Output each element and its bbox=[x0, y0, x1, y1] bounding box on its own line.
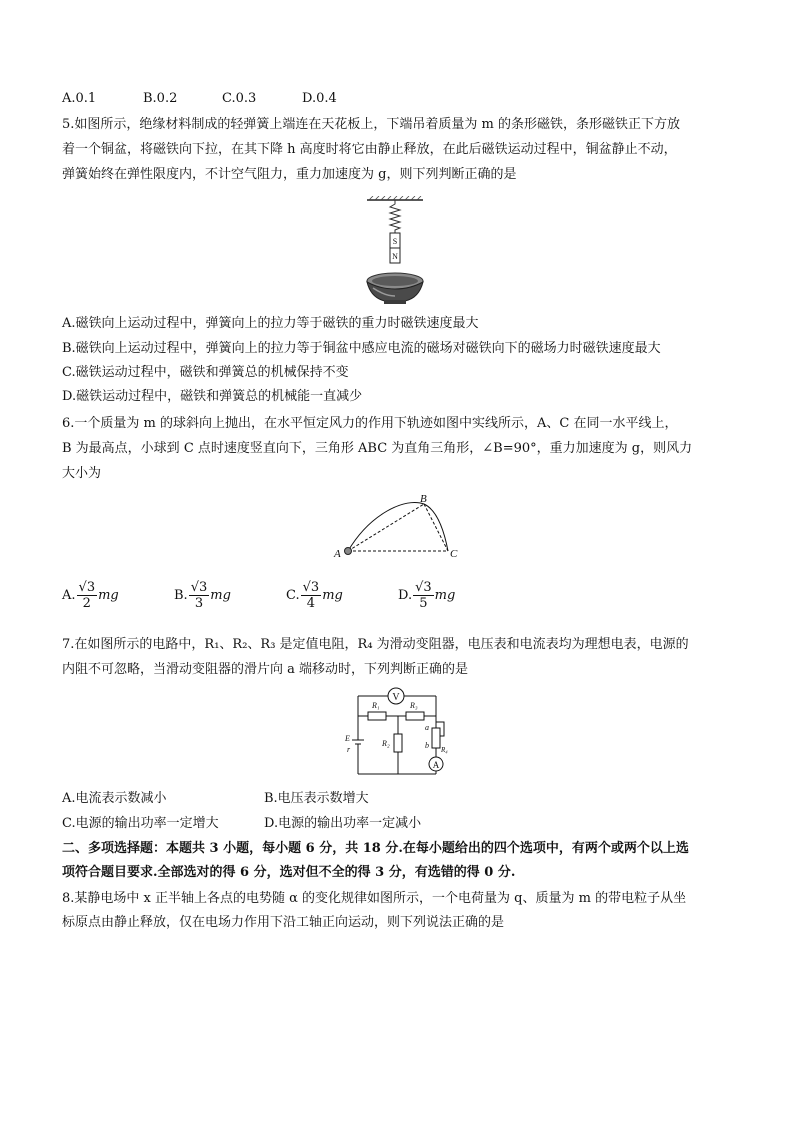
q6-stem-line-1: 6.一个质量为 m 的球斜向上抛出，在水平恒定风力的作用下轨迹如图中实线所示，A、C 在同一水平线上， bbox=[62, 416, 678, 431]
section2-heading-line-1: 二、多项选择题：本题共 3 小题，每小题 6 分，共 18 分.在每小题给出的四个选项中，有两个或两个以上选 bbox=[62, 841, 689, 856]
q6-stem-line-3: 大小为 bbox=[62, 466, 102, 481]
q5-stem-line-2: 着一个铜盆，将磁铁向下拉，在其下降 h 高度时将它由静止释放，在此后磁铁运动过程中，铜盆静止不动， bbox=[62, 142, 677, 157]
q5-stem-line-1: 5.如图所示，绝缘材料制成的轻弹簧上端连在天花板上，下端吊着质量为 m 的条形磁铁，条形磁铁正下方放 bbox=[62, 117, 680, 132]
r3-label: R₃ bbox=[410, 701, 418, 710]
q6-option-a-num: √3 bbox=[78, 580, 96, 595]
q7-stem-line-2: 内阻不可忽略，当滑动变阻器的滑片向 a 端移动时，下列判断正确的是 bbox=[62, 662, 469, 677]
resistor-r3 bbox=[406, 712, 424, 720]
resistor-r1 bbox=[368, 712, 386, 720]
r2-label: R₂ bbox=[382, 739, 390, 748]
emf-label: E bbox=[345, 734, 350, 743]
q7-option-b: B.电压表示数增大 bbox=[264, 791, 369, 806]
r1-label: R₁ bbox=[372, 701, 380, 710]
magnet-s-label: S bbox=[392, 237, 398, 246]
q6-option-b: B. $\frac{√3}{3}$ mg bbox=[174, 580, 231, 611]
point-a-label: A bbox=[334, 548, 341, 560]
q6-figure-trajectory bbox=[330, 492, 470, 562]
q5-option-b: B.磁铁向上运动过程中，弹簧向上的拉力等于铜盆中感应电流的磁场对磁铁向下的磁场力时磁铁速度最大 bbox=[62, 341, 661, 356]
resistor-r2 bbox=[394, 734, 402, 752]
q8-stem-line-1: 8.某静电场中 x 正半轴上各点的电势随 α 的变化规律如图所示，一个电荷量为 q、质量为 m 的带电粒子从坐 bbox=[62, 891, 687, 906]
voltmeter-label: V bbox=[392, 692, 400, 703]
terminal-a-label: a bbox=[425, 723, 429, 732]
q7-figure-circuit bbox=[340, 686, 452, 780]
section2-heading-line-2: 项符合题目要求.全部选对的得 6 分，选对但不全的得 3 分，有选错的得 0 分. bbox=[62, 865, 516, 880]
q7-option-a: A.电流表示数减小 bbox=[62, 791, 167, 806]
q4-option-d: D.0.4 bbox=[302, 91, 337, 106]
q5-figure-spring-magnet-bowl bbox=[340, 196, 450, 310]
q7-option-c: C.电源的输出功率一定增大 bbox=[62, 816, 219, 831]
terminal-b-label: b bbox=[425, 741, 429, 750]
q7-option-d: D.电源的输出功率一定减小 bbox=[264, 816, 422, 831]
q6-stem-line-2: B 为最高点，小球到 C 点时速度竖直向下，三角形 ABC 为直角三角形，∠B=90°，重力加速度为 g，则风力 bbox=[62, 441, 693, 456]
q5-stem-line-3: 弹簧始终在弹性限度内，不计空气阻力，重力加速度为 g，则下列判断正确的是 bbox=[62, 167, 517, 182]
q4-option-a: A.0.1 bbox=[62, 91, 97, 106]
q5-option-d: D.磁铁运动过程中，磁铁和弹簧总的机械能一直减少 bbox=[62, 389, 363, 404]
spring bbox=[390, 200, 400, 233]
q5-option-c: C.磁铁运动过程中，磁铁和弹簧总的机械保持不变 bbox=[62, 365, 349, 380]
q5-option-a: A.磁铁向上运动过程中，弹簧向上的拉力等于磁铁的重力时磁铁速度最大 bbox=[62, 316, 479, 331]
resistor-r4 bbox=[432, 728, 440, 748]
q6-option-c: C. $\frac{√3}{4}$ mg bbox=[286, 580, 343, 611]
internal-r-label: r bbox=[347, 745, 351, 754]
copper-bowl bbox=[367, 273, 423, 304]
magnet-n-label: N bbox=[392, 252, 398, 261]
point-b-label: B bbox=[420, 493, 427, 505]
q8-stem-line-2: 标原点由静止释放，仅在电场力作用下沿工轴正向运动，则下列说法正确的是 bbox=[62, 915, 505, 930]
trajectory-curve bbox=[348, 502, 448, 551]
q6-option-a: A. $\frac{√3}{2}$ mg bbox=[62, 580, 119, 611]
q7-stem-line-1: 7.在如图所示的电路中，R₁、R₂、R₃ 是定值电阻，R₄ 为滑动变阻器，电压表和电流表均为理想电表，电源的 bbox=[62, 637, 689, 652]
r4-label: R₄ bbox=[441, 746, 448, 754]
ammeter-label: A bbox=[432, 760, 440, 770]
point-c-label: C bbox=[450, 548, 458, 560]
q6-option-d: D. $\frac{√3}{5}$ mg bbox=[398, 580, 456, 611]
q4-option-c: C.0.3 bbox=[222, 91, 257, 106]
q4-option-b: B.0.2 bbox=[143, 91, 178, 106]
ball bbox=[345, 548, 352, 555]
